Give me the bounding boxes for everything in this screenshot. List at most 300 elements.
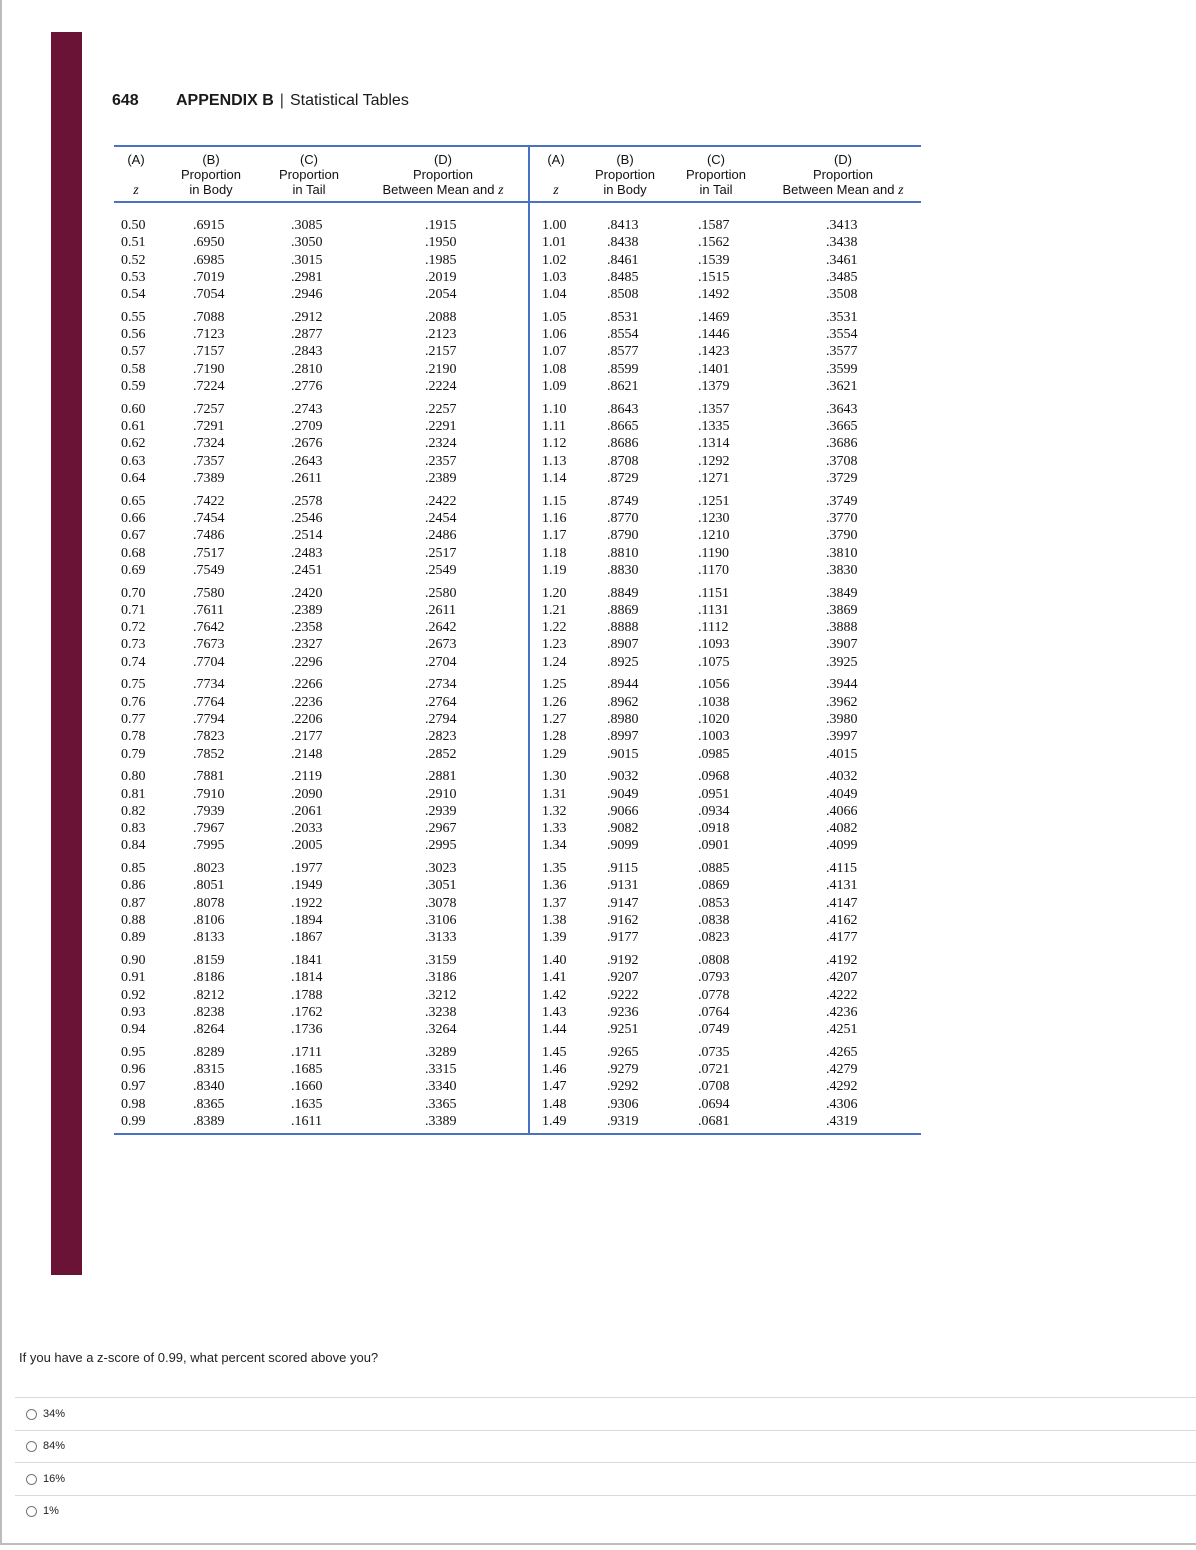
table-cell: 0.94 bbox=[121, 1022, 146, 1038]
table-cell: 1.31 bbox=[542, 786, 567, 802]
table-cell: .4207 bbox=[826, 970, 858, 986]
table-cell: .3186 bbox=[425, 970, 457, 986]
table-cell: .4306 bbox=[826, 1096, 858, 1112]
table-cell: .1949 bbox=[291, 878, 323, 894]
table-cell: .8997 bbox=[607, 729, 639, 745]
table-cell: .1894 bbox=[291, 913, 323, 929]
table-cell: 0.93 bbox=[121, 1004, 146, 1020]
table-cell: .2611 bbox=[425, 602, 456, 618]
table-cell: 1.37 bbox=[542, 895, 567, 911]
table-cell: .4292 bbox=[826, 1079, 858, 1095]
option-divider bbox=[15, 1495, 1196, 1496]
table-cell: .2291 bbox=[425, 419, 457, 435]
header-b-right: (B) Proportion in Body bbox=[595, 152, 655, 197]
table-cell: 1.03 bbox=[542, 269, 567, 285]
table-cell: 1.34 bbox=[542, 838, 567, 854]
table-cell: .7852 bbox=[193, 746, 225, 762]
table-cell: .0749 bbox=[698, 1022, 730, 1038]
table-cell: .9115 bbox=[607, 861, 638, 877]
section-title: Statistical Tables bbox=[289, 92, 409, 109]
table-cell: 1.23 bbox=[542, 637, 567, 653]
col-left-tail bbox=[291, 217, 323, 1130]
table-cell: .2224 bbox=[425, 379, 457, 395]
table-cell: 1.01 bbox=[542, 235, 567, 251]
table-cell: .0778 bbox=[698, 987, 730, 1003]
table-cell: .6950 bbox=[193, 235, 225, 251]
table-cell: .4236 bbox=[826, 1004, 858, 1020]
radio-icon[interactable] bbox=[26, 1409, 37, 1420]
table-cell: .2451 bbox=[291, 562, 323, 578]
table-cell: .8729 bbox=[607, 470, 639, 486]
table-cell: .1814 bbox=[291, 970, 323, 986]
table-cell: .2995 bbox=[425, 838, 457, 854]
table-cell: .8051 bbox=[193, 878, 225, 894]
table-cell: 1.48 bbox=[542, 1096, 567, 1112]
table-cell: .3554 bbox=[826, 327, 858, 343]
table-cell: .2266 bbox=[291, 677, 323, 693]
table-cell: .7257 bbox=[193, 401, 225, 417]
table-cell: .7734 bbox=[193, 677, 225, 693]
table-cell: .3770 bbox=[826, 510, 858, 526]
table-cell: .2157 bbox=[425, 344, 457, 360]
table-cell: .1915 bbox=[425, 218, 457, 233]
table-cell: .9265 bbox=[607, 1044, 639, 1060]
header-a-right: (A) z bbox=[547, 152, 565, 198]
table-cell: .6985 bbox=[193, 252, 225, 268]
table-cell: .8438 bbox=[607, 235, 639, 251]
table-cell: 0.82 bbox=[121, 803, 146, 819]
table-cell: 0.83 bbox=[121, 821, 146, 837]
table-cell: .7673 bbox=[193, 637, 225, 653]
table-cell: .8643 bbox=[607, 401, 639, 417]
table-cell: 0.65 bbox=[121, 493, 146, 509]
table-cell: 1.00 bbox=[542, 218, 567, 233]
table-cell: .7486 bbox=[193, 528, 225, 544]
table-cell: .2324 bbox=[425, 436, 457, 452]
table-cell: .7088 bbox=[193, 309, 225, 325]
table-cell: .3962 bbox=[826, 694, 858, 710]
option-34-percent[interactable]: 34% bbox=[26, 1408, 65, 1420]
table-cell: 1.14 bbox=[542, 470, 567, 486]
table-cell: 1.21 bbox=[542, 602, 567, 618]
table-cell: 1.28 bbox=[542, 729, 567, 745]
table-cell: .7549 bbox=[193, 562, 225, 578]
table-cell: .9049 bbox=[607, 786, 639, 802]
table-cell: .4251 bbox=[826, 1022, 858, 1038]
table-cell: .4115 bbox=[826, 861, 857, 877]
table-cell: .1251 bbox=[698, 493, 730, 509]
table-cell: 0.58 bbox=[121, 361, 146, 377]
table-cell: .4066 bbox=[826, 803, 858, 819]
table-cell: .1492 bbox=[698, 287, 730, 303]
radio-icon[interactable] bbox=[26, 1474, 37, 1485]
table-cell: .2881 bbox=[425, 769, 457, 785]
table-cell: .0918 bbox=[698, 821, 730, 837]
table-cell: .8289 bbox=[193, 1044, 225, 1060]
table-cell: .2642 bbox=[425, 620, 457, 636]
table-cell: .2611 bbox=[291, 470, 322, 486]
table-cell: .2054 bbox=[425, 287, 457, 303]
table-cell: .2794 bbox=[425, 711, 457, 727]
table-cell: .2090 bbox=[291, 786, 323, 802]
table-cell: .8264 bbox=[193, 1022, 225, 1038]
table-cell: .0951 bbox=[698, 786, 730, 802]
table-cell: .2486 bbox=[425, 528, 457, 544]
table-cell: .8770 bbox=[607, 510, 639, 526]
table-cell: .9319 bbox=[607, 1114, 639, 1130]
table-cell: .1711 bbox=[291, 1044, 322, 1060]
table-cell: .2357 bbox=[425, 453, 457, 469]
table-cell: .3925 bbox=[826, 654, 858, 670]
table-cell: .7704 bbox=[193, 654, 225, 670]
table-cell: 1.43 bbox=[542, 1004, 567, 1020]
table-cell: 0.78 bbox=[121, 729, 146, 745]
table-cell: .7967 bbox=[193, 821, 225, 837]
table-cell: 0.84 bbox=[121, 838, 146, 854]
table-cell: .2005 bbox=[291, 838, 323, 854]
table-cell: .2546 bbox=[291, 510, 323, 526]
table-cell: .2823 bbox=[425, 729, 457, 745]
table-cell: .2877 bbox=[291, 327, 323, 343]
table-cell: .1379 bbox=[698, 379, 730, 395]
table-cell: .8888 bbox=[607, 620, 639, 636]
table-cell: .3790 bbox=[826, 528, 858, 544]
table-cell: .3389 bbox=[425, 1114, 457, 1130]
table-cell: .9177 bbox=[607, 930, 639, 946]
table-cell: .3461 bbox=[826, 252, 858, 268]
table-cell: 0.80 bbox=[121, 769, 146, 785]
table-cell: .3686 bbox=[826, 436, 858, 452]
table-cell: .0694 bbox=[698, 1096, 730, 1112]
option-84-percent[interactable]: 84% bbox=[26, 1440, 65, 1452]
table-cell: 1.22 bbox=[542, 620, 567, 636]
table-cell: .1762 bbox=[291, 1004, 323, 1020]
table-cell: .1635 bbox=[291, 1096, 323, 1112]
table-cell: .2852 bbox=[425, 746, 457, 762]
table-cell: .0869 bbox=[698, 878, 730, 894]
table-cell: 0.60 bbox=[121, 401, 146, 417]
table-cell: .2177 bbox=[291, 729, 323, 745]
header-c-right: (C) Proportion in Tail bbox=[686, 152, 746, 197]
table-cell: .3749 bbox=[826, 493, 858, 509]
table-cell: .4032 bbox=[826, 769, 858, 785]
table-cell: 1.06 bbox=[542, 327, 567, 343]
table-cell: .1230 bbox=[698, 510, 730, 526]
table-cell: .8461 bbox=[607, 252, 639, 268]
table-cell: 1.12 bbox=[542, 436, 567, 452]
table-cell: .2033 bbox=[291, 821, 323, 837]
table-cell: .9306 bbox=[607, 1096, 639, 1112]
table-cell: .9099 bbox=[607, 838, 639, 854]
table-cell: .8023 bbox=[193, 861, 225, 877]
question-text: If you have a z-score of 0.99, what percent scored above you? bbox=[19, 1350, 379, 1365]
table-cell: .1210 bbox=[698, 528, 730, 544]
frame-bottom-border bbox=[0, 1543, 1196, 1545]
table-cell: .0885 bbox=[698, 861, 730, 877]
table-cell: .3159 bbox=[425, 953, 457, 968]
table-cell: .1539 bbox=[698, 252, 730, 268]
table-cell: .9222 bbox=[607, 987, 639, 1003]
table-cell: .4177 bbox=[826, 930, 858, 946]
table-cell: .2358 bbox=[291, 620, 323, 636]
table-cell: .1685 bbox=[291, 1062, 323, 1078]
table-cell: 0.63 bbox=[121, 453, 146, 469]
table-cell: .0901 bbox=[698, 838, 730, 854]
table-cell: .1038 bbox=[698, 694, 730, 710]
table-cell: .3729 bbox=[826, 470, 858, 486]
table-cell: .7389 bbox=[193, 470, 225, 486]
table-cell: 1.39 bbox=[542, 930, 567, 946]
table-cell: .2061 bbox=[291, 803, 323, 819]
table-cell: .2422 bbox=[425, 493, 457, 509]
table-cell: .1515 bbox=[698, 269, 730, 285]
table-cell: .8106 bbox=[193, 913, 225, 929]
table-cell: .1190 bbox=[698, 545, 729, 561]
table-cell: 1.41 bbox=[542, 970, 567, 986]
table-cell: 1.17 bbox=[542, 528, 567, 544]
table-cell: .9207 bbox=[607, 970, 639, 986]
table-cell: 1.02 bbox=[542, 252, 567, 268]
table-cell: 1.26 bbox=[542, 694, 567, 710]
table-cell: .2764 bbox=[425, 694, 457, 710]
table-cell: 0.70 bbox=[121, 585, 146, 601]
table-cell: 1.08 bbox=[542, 361, 567, 377]
option-16-percent[interactable]: 16% bbox=[26, 1473, 65, 1485]
table-cell: .7823 bbox=[193, 729, 225, 745]
table-cell: .9147 bbox=[607, 895, 639, 911]
col-right-between bbox=[826, 217, 858, 1130]
table-cell: .3531 bbox=[826, 309, 858, 325]
table-cell: 0.51 bbox=[121, 235, 146, 251]
table-cell: .4319 bbox=[826, 1114, 858, 1130]
table-cell: .0934 bbox=[698, 803, 730, 819]
table-cell: 0.89 bbox=[121, 930, 146, 946]
radio-icon[interactable] bbox=[26, 1441, 37, 1452]
table-cell: .8962 bbox=[607, 694, 639, 710]
table-cell: .1335 bbox=[698, 419, 730, 435]
table-cell: 1.47 bbox=[542, 1079, 567, 1095]
table-top-rule bbox=[114, 145, 921, 147]
table-cell: 0.99 bbox=[121, 1114, 146, 1130]
table-cell: 0.55 bbox=[121, 309, 146, 325]
table-cell: .4049 bbox=[826, 786, 858, 802]
table-cell: .1056 bbox=[698, 677, 730, 693]
table-cell: 1.13 bbox=[542, 453, 567, 469]
table-cell: .9292 bbox=[607, 1079, 639, 1095]
table-cell: 0.52 bbox=[121, 252, 146, 268]
table-cell: .9236 bbox=[607, 1004, 639, 1020]
table-cell: .8849 bbox=[607, 585, 639, 601]
table-cell: .1401 bbox=[698, 361, 730, 377]
table-cell: 0.64 bbox=[121, 470, 146, 486]
table-cell: 0.62 bbox=[121, 436, 146, 452]
table-cell: .3023 bbox=[425, 861, 457, 877]
table-cell: .8599 bbox=[607, 361, 639, 377]
col-right-body bbox=[607, 217, 639, 1130]
radio-icon[interactable] bbox=[26, 1506, 37, 1517]
table-cell: .7054 bbox=[193, 287, 225, 303]
table-cell: .2743 bbox=[291, 401, 323, 417]
table-cell: .1660 bbox=[291, 1079, 323, 1095]
table-cell: .8389 bbox=[193, 1114, 225, 1130]
table-cell: .3264 bbox=[425, 1022, 457, 1038]
table-cell: .1151 bbox=[698, 585, 729, 601]
table-cell: .7324 bbox=[193, 436, 225, 452]
table-cell: .3997 bbox=[826, 729, 858, 745]
table-cell: .3907 bbox=[826, 637, 858, 653]
table-cell: .9015 bbox=[607, 746, 639, 762]
table-cell: .8980 bbox=[607, 711, 639, 727]
table-cell: 1.04 bbox=[542, 287, 567, 303]
table-cell: .1112 bbox=[698, 620, 729, 636]
table-cell: .4192 bbox=[826, 953, 858, 968]
table-cell: 0.97 bbox=[121, 1079, 146, 1095]
table-cell: .2420 bbox=[291, 585, 323, 601]
table-cell: .7611 bbox=[193, 602, 224, 618]
header-separator: | bbox=[279, 92, 284, 109]
table-cell: 0.71 bbox=[121, 602, 146, 618]
table-cell: .3944 bbox=[826, 677, 858, 693]
table-cell: .2776 bbox=[291, 379, 323, 395]
table-cell: .1922 bbox=[291, 895, 323, 911]
table-cell: .0735 bbox=[698, 1044, 730, 1060]
option-divider bbox=[15, 1462, 1196, 1463]
table-cell: .4082 bbox=[826, 821, 858, 837]
table-cell: .7291 bbox=[193, 419, 225, 435]
table-cell: .3340 bbox=[425, 1079, 457, 1095]
table-cell: 0.85 bbox=[121, 861, 146, 877]
table-cell: .2190 bbox=[425, 361, 457, 377]
table-cell: 1.36 bbox=[542, 878, 567, 894]
header-b: (B) Proportion in Body bbox=[181, 152, 241, 197]
table-cell: .8925 bbox=[607, 654, 639, 670]
table-cell: .2709 bbox=[291, 419, 323, 435]
col-left-z bbox=[121, 217, 146, 1130]
table-divider bbox=[528, 145, 530, 1135]
header-c: (C) Proportion in Tail bbox=[279, 152, 339, 197]
table-cell: 1.19 bbox=[542, 562, 567, 578]
table-cell: .1587 bbox=[698, 218, 730, 233]
table-cell: .0853 bbox=[698, 895, 730, 911]
table-cell: 1.27 bbox=[542, 711, 567, 727]
table-cell: .3106 bbox=[425, 913, 457, 929]
table-cell: .7764 bbox=[193, 694, 225, 710]
table-cell: .7642 bbox=[193, 620, 225, 636]
table-cell: .9082 bbox=[607, 821, 639, 837]
table-cell: .0764 bbox=[698, 1004, 730, 1020]
option-1-percent[interactable]: 1% bbox=[26, 1505, 59, 1517]
table-cell: .2123 bbox=[425, 327, 457, 343]
table-cell: .3849 bbox=[826, 585, 858, 601]
table-cell: .8133 bbox=[193, 930, 225, 946]
table-cell: .8078 bbox=[193, 895, 225, 911]
table-cell: .3015 bbox=[291, 252, 323, 268]
table-cell: 0.81 bbox=[121, 786, 146, 802]
table-cell: 0.88 bbox=[121, 913, 146, 929]
table-cell: 0.53 bbox=[121, 269, 146, 285]
table-cell: 0.54 bbox=[121, 287, 146, 303]
table-cell: .8413 bbox=[607, 218, 639, 233]
table-cell: .3365 bbox=[425, 1096, 457, 1112]
col-left-body bbox=[193, 217, 225, 1130]
header-bottom-rule bbox=[114, 201, 921, 203]
table-cell: .7580 bbox=[193, 585, 225, 601]
table-cell: .2549 bbox=[425, 562, 457, 578]
table-cell: .3830 bbox=[826, 562, 858, 578]
table-cell: .3085 bbox=[291, 218, 323, 233]
table-cell: .2704 bbox=[425, 654, 457, 670]
table-cell: .1075 bbox=[698, 654, 730, 670]
table-cell: .8869 bbox=[607, 602, 639, 618]
table-cell: 0.50 bbox=[121, 218, 146, 233]
header-a: (A) z bbox=[127, 152, 145, 198]
table-cell: .2206 bbox=[291, 711, 323, 727]
table-cell: .7422 bbox=[193, 493, 225, 509]
col-left-between bbox=[425, 217, 457, 1130]
table-cell: .3051 bbox=[425, 878, 457, 894]
table-cell: 1.25 bbox=[542, 677, 567, 693]
table-cell: .2734 bbox=[425, 677, 457, 693]
book-spine-bar bbox=[51, 32, 82, 1275]
table-cell: .2514 bbox=[291, 528, 323, 544]
table-cell: .3212 bbox=[425, 987, 457, 1003]
table-bottom-rule bbox=[114, 1133, 921, 1135]
table-cell: .2967 bbox=[425, 821, 457, 837]
table-cell: .4265 bbox=[826, 1044, 858, 1060]
table-cell: .2946 bbox=[291, 287, 323, 303]
table-cell: .4099 bbox=[826, 838, 858, 854]
table-cell: .7224 bbox=[193, 379, 225, 395]
table-cell: .3485 bbox=[826, 269, 858, 285]
table-cell: 1.20 bbox=[542, 585, 567, 601]
table-cell: .2580 bbox=[425, 585, 457, 601]
table-cell: .8212 bbox=[193, 987, 225, 1003]
table-cell: .8665 bbox=[607, 419, 639, 435]
table-cell: .1469 bbox=[698, 309, 730, 325]
table-cell: .2119 bbox=[291, 769, 322, 785]
table-cell: .1170 bbox=[698, 562, 729, 578]
table-cell: .3665 bbox=[826, 419, 858, 435]
table-cell: 0.74 bbox=[121, 654, 146, 670]
table-cell: .7517 bbox=[193, 545, 225, 561]
frame-left-border bbox=[0, 0, 2, 1545]
table-cell: .3238 bbox=[425, 1004, 457, 1020]
table-cell: 1.29 bbox=[542, 746, 567, 762]
table-cell: .7190 bbox=[193, 361, 225, 377]
page-number: 648 bbox=[112, 92, 139, 109]
table-cell: 0.59 bbox=[121, 379, 146, 395]
table-cell: 1.35 bbox=[542, 861, 567, 877]
table-cell: 0.77 bbox=[121, 711, 146, 727]
table-cell: .2578 bbox=[291, 493, 323, 509]
table-cell: .3810 bbox=[826, 545, 858, 561]
table-cell: .0721 bbox=[698, 1062, 730, 1078]
table-cell: .3577 bbox=[826, 344, 858, 360]
table-cell: .2296 bbox=[291, 654, 323, 670]
table-cell: .1562 bbox=[698, 235, 730, 251]
table-cell: 1.11 bbox=[542, 419, 566, 435]
table-cell: .9192 bbox=[607, 953, 639, 968]
table-cell: .7454 bbox=[193, 510, 225, 526]
table-cell: .7881 bbox=[193, 769, 225, 785]
table-cell: .1841 bbox=[291, 953, 323, 968]
table-cell: .3643 bbox=[826, 401, 858, 417]
table-cell: .3050 bbox=[291, 235, 323, 251]
table-cell: 0.90 bbox=[121, 953, 146, 968]
table-cell: .8907 bbox=[607, 637, 639, 653]
table-cell: 0.66 bbox=[121, 510, 146, 526]
option-divider bbox=[15, 1397, 1196, 1398]
